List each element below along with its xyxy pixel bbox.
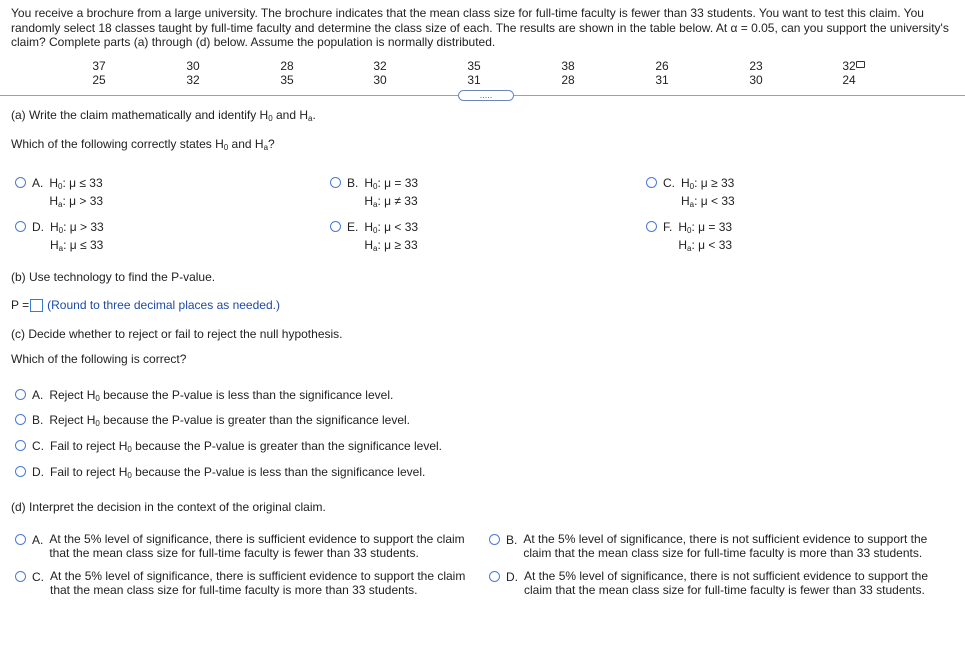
part-c-option-d[interactable]: D. Fail to reject $H_0$ because the P-value is less than the significance level. <box>15 465 425 483</box>
part-c-option-c[interactable]: C. Fail to reject $H_0$ because the P-value is greater than the significance level. <box>15 439 442 457</box>
table-cell: 28 <box>280 59 294 73</box>
table-cell: 30 <box>186 59 200 73</box>
table-cell: 35 <box>280 73 294 87</box>
part-c-option-b[interactable]: B. Reject $H_0$ because the P-value is greater than the significance level. <box>15 413 410 431</box>
radio-icon[interactable] <box>489 534 500 545</box>
part-a-option-b[interactable]: B. $H_0$: μ = 33 $H_a$: μ ≠ 33 <box>330 176 418 212</box>
copy-icon[interactable] <box>856 61 865 68</box>
table-cell: 38 <box>561 59 575 73</box>
p-value-row <box>11 298 280 312</box>
table-cell: 32 <box>842 59 856 73</box>
radio-icon[interactable] <box>15 534 26 545</box>
radio-icon[interactable] <box>646 221 657 232</box>
part-c-option-a[interactable]: A. Reject $H_0$ because the P-value is less than the significance level. <box>15 388 393 406</box>
p-value-label: P = <box>11 298 30 312</box>
table-cell: 23 <box>749 59 763 73</box>
table-cell: 26 <box>655 59 669 73</box>
radio-icon[interactable] <box>15 177 26 188</box>
radio-icon[interactable] <box>15 389 26 400</box>
part-a-option-e[interactable]: E. $H_0$: μ < 33 $H_a$: μ ≥ 33 <box>330 220 418 256</box>
radio-icon[interactable] <box>646 177 657 188</box>
table-cell: 24 <box>842 73 856 87</box>
radio-icon[interactable] <box>15 466 26 477</box>
table-cell: 31 <box>467 73 481 87</box>
table-cell: 31 <box>655 73 669 87</box>
table-cell: 37 <box>92 59 106 73</box>
rounding-hint: (Round to three decimal places as needed.) <box>47 298 280 312</box>
expand-more-button[interactable]: ..... <box>458 90 514 101</box>
part-d-option-b[interactable]: B. At the 5% level of significance, there is not sufficient evidence to support the claim that the mean class size for full-time faculty is more than 33 students. <box>489 533 953 560</box>
radio-icon[interactable] <box>15 571 26 582</box>
radio-icon[interactable] <box>15 414 26 425</box>
part-c-prompt: (c) Decide whether to reject or fail to reject the null hypothesis. <box>11 327 343 341</box>
table-cell: 25 <box>92 73 106 87</box>
table-cell: 32 <box>186 73 200 87</box>
part-d-option-c[interactable]: C. At the 5% level of significance, there is sufficient evidence to support the claim that the mean class size for full-time faculty is more than 33 students. <box>15 570 480 597</box>
part-a-option-c[interactable]: C. $H_0$: μ ≥ 33 $H_a$: μ < 33 <box>646 176 735 212</box>
radio-icon[interactable] <box>15 221 26 232</box>
part-d-option-d[interactable]: D. At the 5% level of significance, there is not sufficient evidence to support the claim that the mean class size for full-time faculty is fewer than 33 students. <box>489 570 954 597</box>
table-cell: 30 <box>373 73 387 87</box>
table-row <box>0 59 965 73</box>
part-b-prompt: (b) Use technology to find the P-value. <box>11 270 216 284</box>
part-a-question: Which of the following correctly states $H_0$ and $H_a$? <box>11 137 275 152</box>
radio-icon[interactable] <box>330 221 341 232</box>
part-a-option-f[interactable]: F. $H_0$: μ = 33 $H_a$: μ < 33 <box>646 220 732 256</box>
problem-statement: You receive a brochure from a large university. The brochure indicates that the mean class size for full-time faculty is fewer than 33 students. You want to test this claim. You randomly select 18 classes taught by full-time faculty and determine the class size of each. The results are shown in the table below. At α = 0.05, can you support the university's claim? Complete parts (a) through (d) below. Assume the population is normally distributed. <box>11 6 949 49</box>
table-row <box>0 73 965 87</box>
p-value-input[interactable] <box>30 299 43 312</box>
part-d-prompt: (d) Interpret the decision in the context of the original claim. <box>11 500 326 514</box>
part-c-question: Which of the following is correct? <box>11 352 187 366</box>
table-cell: 35 <box>467 59 481 73</box>
table-cell: 30 <box>749 73 763 87</box>
part-a-option-a[interactable]: A. $H_0$: μ ≤ 33 $H_a$: μ > 33 <box>15 176 103 212</box>
radio-icon[interactable] <box>15 440 26 451</box>
part-a-option-d[interactable]: D. $H_0$: μ > 33 $H_a$: μ ≤ 33 <box>15 220 104 256</box>
table-cell: 32 <box>373 59 387 73</box>
table-cell: 28 <box>561 73 575 87</box>
radio-icon[interactable] <box>489 571 500 582</box>
part-a-prompt: (a) Write the claim mathematically and identify $H_0$ and $H_a$. <box>11 108 316 123</box>
radio-icon[interactable] <box>330 177 341 188</box>
part-d-option-a[interactable]: A. At the 5% level of significance, there is sufficient evidence to support the claim that the mean class size for full-time faculty is fewer than 33 students. <box>15 533 479 560</box>
